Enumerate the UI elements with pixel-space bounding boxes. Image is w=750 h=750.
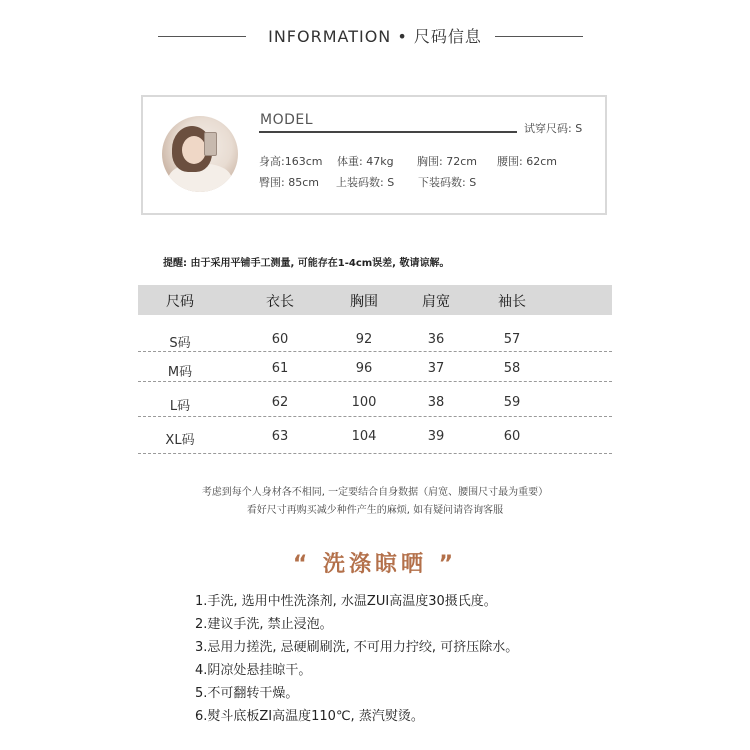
header-shoulder: 肩宽	[422, 294, 450, 310]
stat-height: 身高:163cm	[259, 155, 323, 168]
care-item-5: 5.不可翻转干燥。	[195, 686, 299, 701]
row-separator	[138, 453, 612, 454]
row-xl-size: XL码	[165, 433, 195, 448]
row-s-size: S码	[169, 336, 191, 351]
row-m-bust: 96	[355, 361, 373, 376]
row-separator	[138, 351, 612, 352]
stat-hip: 臀围: 85cm	[259, 176, 319, 189]
row-s-bust: 92	[355, 332, 373, 347]
row-l-bust: 100	[351, 395, 377, 410]
stat-weight: 体重: 47kg	[337, 155, 394, 168]
header-bust: 胸围	[350, 294, 378, 310]
row-m-size: M码	[167, 365, 193, 380]
row-separator	[138, 416, 612, 417]
row-m-length: 61	[271, 361, 289, 376]
footnote-line-1: 考虑到每个人身材各不相同, 一定要结合自身数据（肩宽、腰围尺寸最为重要）	[201, 487, 549, 498]
header-length: 衣长	[266, 294, 294, 310]
header-sleeve: 袖长	[498, 294, 526, 310]
washing-title: “ 洗涤晾晒 ”	[292, 552, 458, 577]
care-item-1: 1.手洗, 选用中性洗涤剂, 水温ZUI高温度30摄氏度。	[195, 594, 497, 609]
row-l-sleeve: 59	[503, 395, 521, 410]
header-size: 尺码	[166, 294, 194, 310]
row-l-shoulder: 38	[427, 395, 445, 410]
care-item-3: 3.忌用力搓洗, 忌硬刷刷洗, 不可用力拧绞, 可挤压除水。	[195, 640, 519, 655]
care-item-4: 4.阴凉处悬挂晾干。	[195, 663, 312, 678]
care-item-2: 2.建议手洗, 禁止浸泡。	[195, 617, 333, 632]
trial-size: 试穿尺码: S	[524, 122, 583, 135]
care-item-6: 6.熨斗底板ZI高温度110℃, 蒸汽熨烫。	[195, 709, 424, 724]
row-s-shoulder: 36	[427, 332, 445, 347]
row-xl-bust: 104	[351, 429, 377, 444]
row-s-sleeve: 57	[503, 332, 521, 347]
row-xl-sleeve: 60	[503, 429, 521, 444]
row-separator	[138, 381, 612, 382]
row-m-sleeve: 58	[503, 361, 521, 376]
model-underline	[259, 131, 517, 133]
stat-bottom-size: 下装码数: S	[418, 176, 477, 189]
row-xl-length: 63	[271, 429, 289, 444]
row-s-length: 60	[271, 332, 289, 347]
stat-waist: 腰围: 62cm	[497, 155, 557, 168]
model-avatar	[162, 116, 238, 192]
stat-top-size: 上装码数: S	[336, 176, 395, 189]
row-m-shoulder: 37	[427, 361, 445, 376]
stat-bust: 胸围: 72cm	[417, 155, 477, 168]
row-l-size: L码	[169, 399, 191, 414]
measurement-note: 提醒: 由于采用平铺手工测量, 可能存在1-4cm误差, 敬请谅解。	[163, 258, 450, 269]
row-l-length: 62	[271, 395, 289, 410]
model-label: MODEL	[260, 112, 314, 128]
page-title: INFORMATION • 尺码信息	[268, 27, 482, 46]
footnote-line-2: 看好尺寸再购买减少种件产生的麻烦, 如有疑问请咨询客服	[246, 505, 504, 516]
row-xl-shoulder: 39	[427, 429, 445, 444]
